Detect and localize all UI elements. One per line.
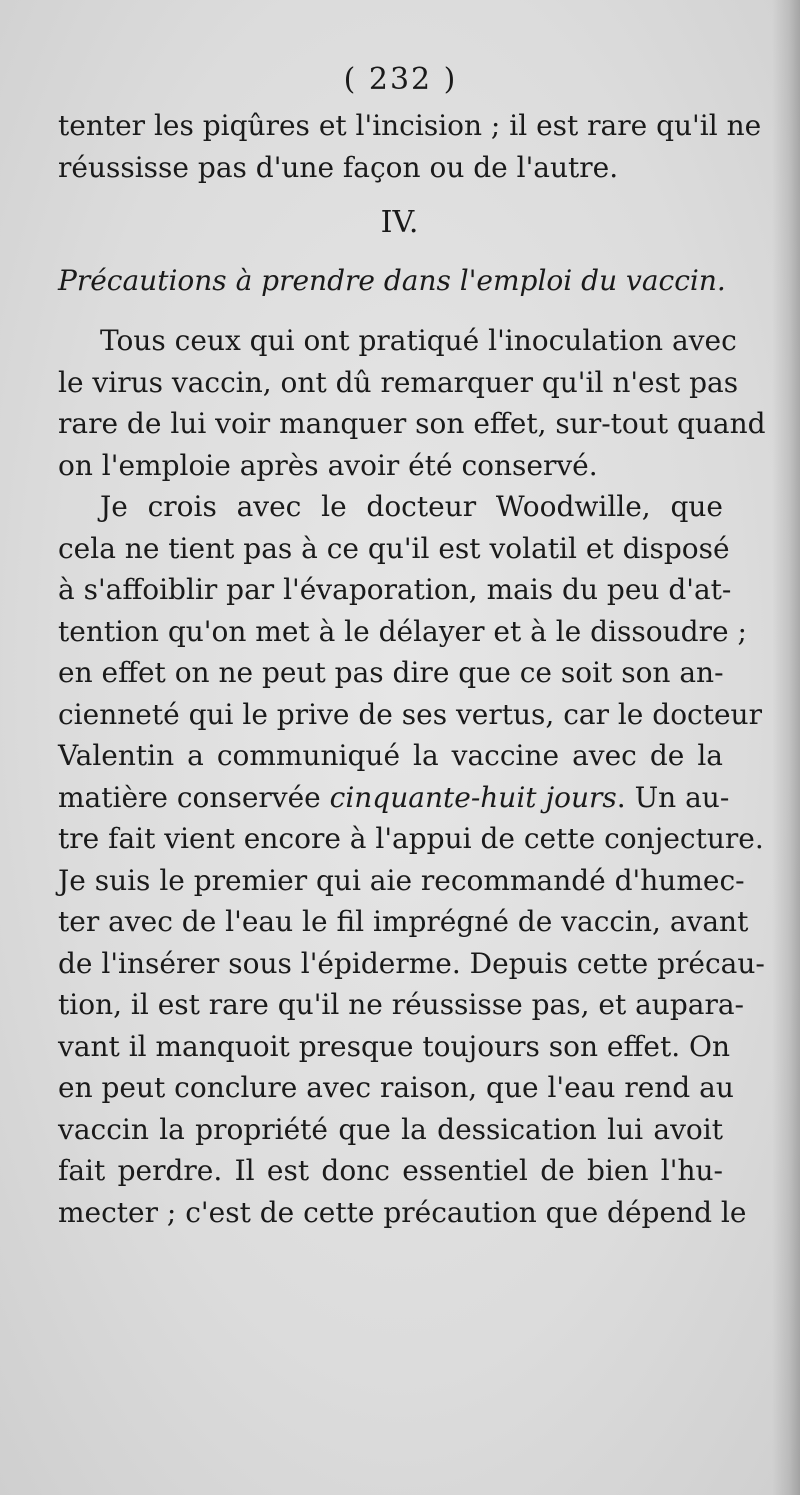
text-line: vant il manquoit presque toujours son effet. On bbox=[58, 1029, 730, 1063]
italic-phrase: cinquante-huit jours bbox=[329, 780, 617, 814]
text-line: cienneté qui le prive de ses vertus, car le docteur bbox=[58, 697, 762, 731]
text-line: en peut conclure avec raison, que l'eau rend au bbox=[58, 1071, 734, 1104]
text-line: mecter ; c'est de cette précaution que dépend le bbox=[58, 1195, 747, 1229]
section-title: Précautions à prendre dans l'emploi du vaccin. bbox=[58, 264, 726, 297]
paragraph-2 bbox=[58, 486, 765, 1233]
paragraph-1 bbox=[58, 320, 766, 486]
text-line: Je crois avec le docteur Woodwille, que bbox=[100, 490, 723, 523]
text-line: le virus vaccin, ont dû remarquer qu'il n'est pas bbox=[58, 365, 739, 399]
text-line: tion, il est rare qu'il ne réussisse pas, et aupara- bbox=[58, 988, 744, 1021]
text-line-mixed bbox=[58, 777, 730, 819]
page-number: ( 232 ) bbox=[343, 62, 458, 97]
text-line: tention qu'on met à le délayer et à le dissoudre ; bbox=[58, 614, 747, 648]
text-segment: matière conservée bbox=[58, 780, 330, 814]
text-line: fait perdre. Il est donc essentiel de bien l'hu- bbox=[58, 1154, 723, 1187]
text-line: on l'emploie après avoir été conservé. bbox=[58, 448, 598, 482]
text-line: rare de lui voir manquer son effet, sur-tout quand bbox=[58, 407, 766, 440]
text-line: en effet on ne peut pas dire que ce soit son an- bbox=[58, 656, 724, 689]
text-line: cela ne tient pas à ce qu'il est volatil et disposé bbox=[58, 531, 730, 565]
text-line: tre fait vient encore à l'appui de cette conjecture. bbox=[58, 822, 764, 855]
continued-paragraph bbox=[58, 105, 762, 188]
text-segment: . Un au- bbox=[616, 780, 730, 814]
page-spine-shadow bbox=[772, 0, 800, 1495]
section-number: IV. bbox=[380, 205, 419, 240]
text-line: de l'insérer sous l'épiderme. Depuis cette précau- bbox=[58, 946, 765, 980]
text-line: vaccin la propriété que la dessication lui avoit bbox=[58, 1112, 723, 1146]
text-line: Je suis le premier qui aie recommandé d'humec- bbox=[58, 863, 745, 897]
text-line: à s'affoiblir par l'évaporation, mais du peu d'at- bbox=[58, 573, 732, 606]
text-line: Valentin a communiqué la vaccine avec de la bbox=[58, 739, 723, 772]
text-block bbox=[58, 55, 766, 1233]
text-line: Tous ceux qui ont pratiqué l'inoculation avec bbox=[100, 324, 737, 357]
text-line: tenter les piqûres et l'incision ; il est rare qu'il ne bbox=[58, 109, 762, 142]
text-line: réussisse pas d'une façon ou de l'autre. bbox=[58, 150, 619, 184]
text-line: ter avec de l'eau le fil imprégné de vaccin, avant bbox=[58, 905, 749, 938]
